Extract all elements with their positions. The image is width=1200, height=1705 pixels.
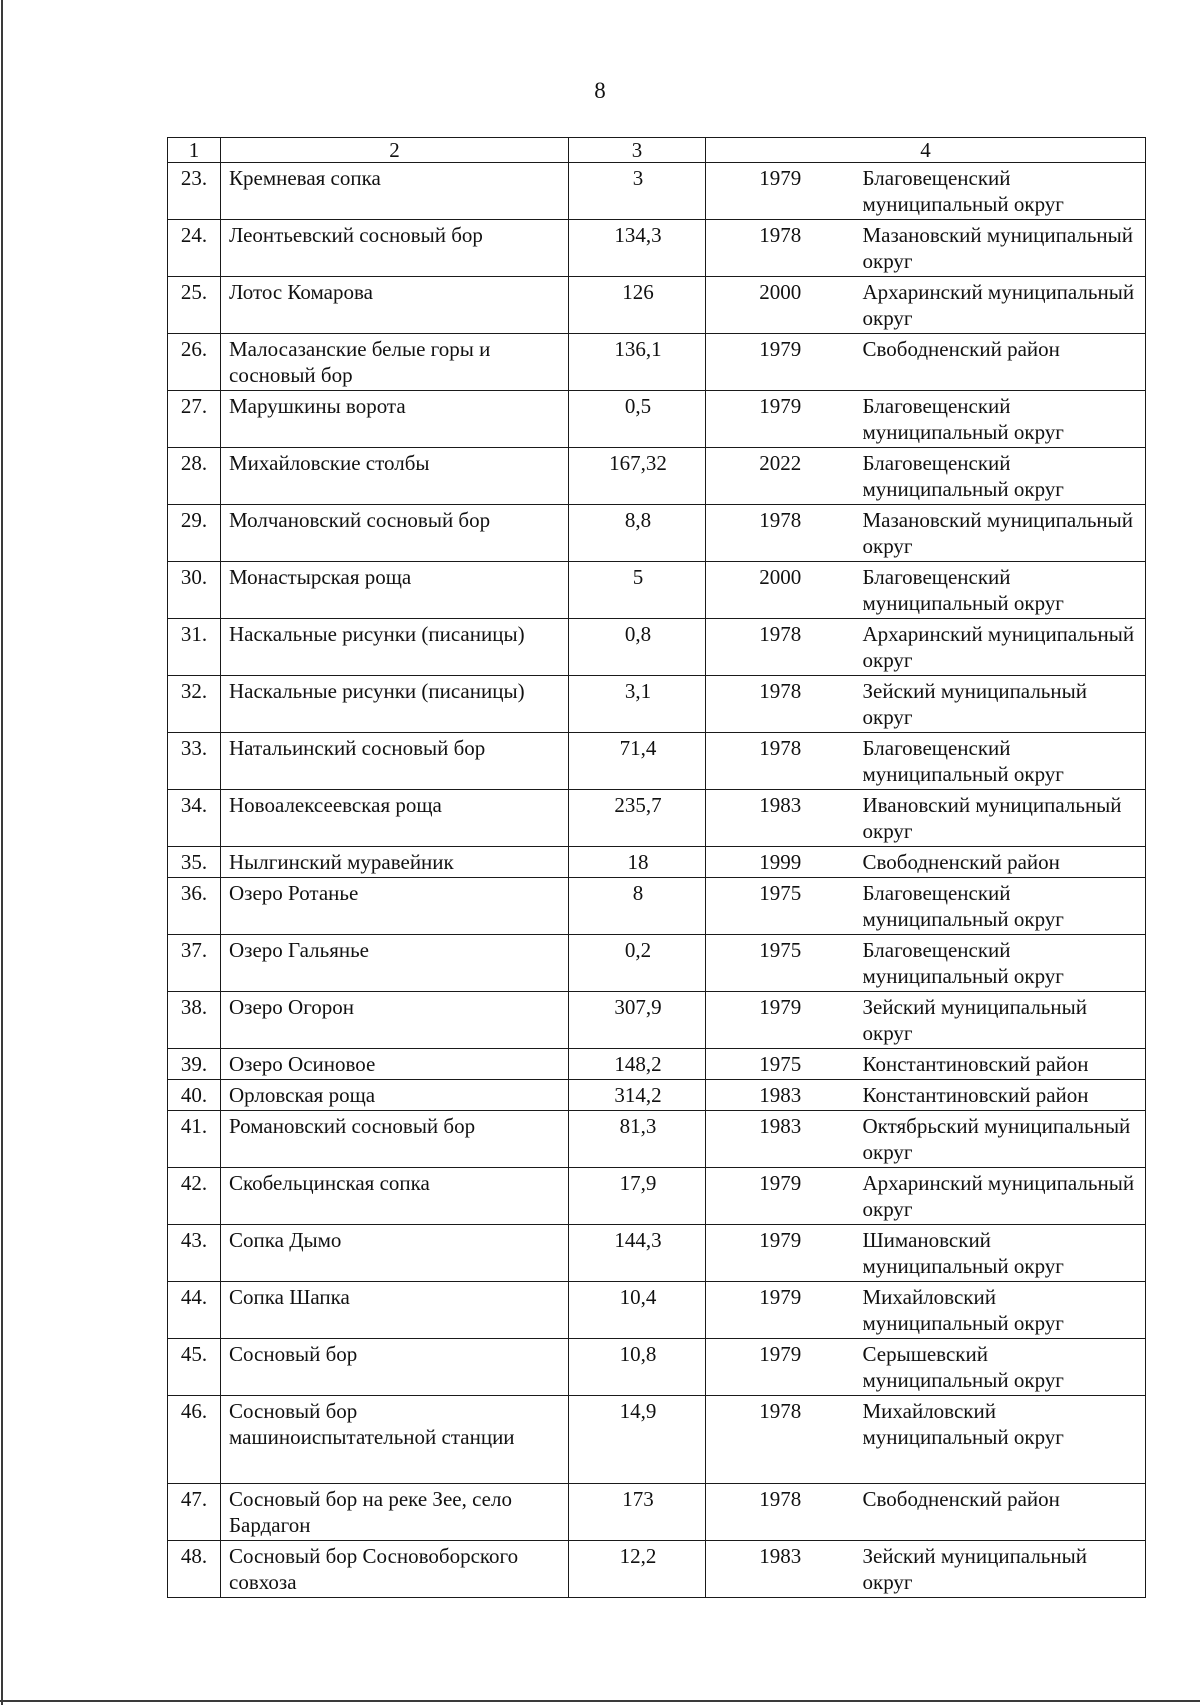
- reserve-area: 3,1: [569, 676, 706, 733]
- reserve-area: 314,2: [569, 1080, 706, 1111]
- table-row: [168, 935, 1146, 992]
- table-row: [168, 1080, 1146, 1111]
- page-number: 8: [594, 78, 606, 103]
- table-row: [168, 277, 1146, 334]
- reserve-area: 3: [569, 163, 706, 220]
- reserve-year: 1978: [706, 733, 853, 790]
- row-number: 24.: [168, 220, 221, 277]
- row-number: 36.: [168, 878, 221, 935]
- reserve-location: Свободненский район: [853, 334, 1146, 391]
- row-number: 31.: [168, 619, 221, 676]
- row-number: 33.: [168, 733, 221, 790]
- reserve-area: 12,2: [569, 1541, 706, 1598]
- reserve-name: Молчановский сосновый бор: [221, 505, 569, 562]
- reserve-year: 1979: [706, 992, 853, 1049]
- header-col-4: 4: [706, 138, 1146, 163]
- table-row: [168, 505, 1146, 562]
- table-row: [168, 992, 1146, 1049]
- table-row: [168, 1541, 1146, 1598]
- table-row: [168, 1049, 1146, 1080]
- reserve-area: 10,4: [569, 1282, 706, 1339]
- row-number: 43.: [168, 1225, 221, 1282]
- reserve-location: Серышевский муниципальный округ: [853, 1339, 1146, 1396]
- table-row: [168, 1111, 1146, 1168]
- scan-left-edge: [1, 0, 3, 1705]
- reserve-area: 144,3: [569, 1225, 706, 1282]
- reserve-location: Зейский муниципальный округ: [853, 992, 1146, 1049]
- reserve-name: Сосновый бор Сосновоборского совхоза: [221, 1541, 569, 1598]
- reserve-year: 1983: [706, 1111, 853, 1168]
- reserve-year: 1975: [706, 935, 853, 992]
- reserves-table-container: [167, 137, 1145, 1598]
- reserve-location: Михайловский муниципальный округ: [853, 1396, 1146, 1484]
- reserve-name: Натальинский сосновый бор: [221, 733, 569, 790]
- table-row: [168, 619, 1146, 676]
- reserve-location: Мазановский муниципальный округ: [853, 505, 1146, 562]
- reserve-location: Свободненский район: [853, 1484, 1146, 1541]
- reserve-area: 136,1: [569, 334, 706, 391]
- table-row: [168, 1282, 1146, 1339]
- row-number: 32.: [168, 676, 221, 733]
- reserve-name: Леонтьевский сосновый бор: [221, 220, 569, 277]
- table-row: [168, 847, 1146, 878]
- table-row: [168, 163, 1146, 220]
- header-col-3: 3: [569, 138, 706, 163]
- reserve-area: 14,9: [569, 1396, 706, 1484]
- reserve-year: 2022: [706, 448, 853, 505]
- reserve-area: 148,2: [569, 1049, 706, 1080]
- reserve-year: 1978: [706, 1484, 853, 1541]
- row-number: 39.: [168, 1049, 221, 1080]
- reserve-location: Благовещенский муниципальный округ: [853, 562, 1146, 619]
- header-col-1: 1: [168, 138, 221, 163]
- reserve-area: 17,9: [569, 1168, 706, 1225]
- reserve-name: Сосновый бор машиноиспытательной станции: [221, 1396, 569, 1484]
- scan-bottom-edge: [0, 1700, 1200, 1702]
- reserve-year: 1983: [706, 790, 853, 847]
- reserve-location: Архаринский муниципальный округ: [853, 619, 1146, 676]
- reserve-year: 1979: [706, 1282, 853, 1339]
- reserve-year: 1999: [706, 847, 853, 878]
- reserve-year: 1975: [706, 878, 853, 935]
- row-number: 26.: [168, 334, 221, 391]
- row-number: 42.: [168, 1168, 221, 1225]
- reserve-name: Сосновый бор на реке Зее, село Бардагон: [221, 1484, 569, 1541]
- reserve-year: 1983: [706, 1541, 853, 1598]
- row-number: 45.: [168, 1339, 221, 1396]
- row-number: 37.: [168, 935, 221, 992]
- reserve-location: Октябрьский муниципальный округ: [853, 1111, 1146, 1168]
- reserve-name: Сопка Дымо: [221, 1225, 569, 1282]
- reserve-location: Благовещенский муниципальный округ: [853, 391, 1146, 448]
- table-row: [168, 790, 1146, 847]
- row-number: 29.: [168, 505, 221, 562]
- reserve-year: 1978: [706, 619, 853, 676]
- row-number: 25.: [168, 277, 221, 334]
- reserve-location: Михайловский муниципальный округ: [853, 1282, 1146, 1339]
- table-row: [168, 448, 1146, 505]
- reserve-area: 5: [569, 562, 706, 619]
- table-row: [168, 391, 1146, 448]
- reserve-location: Архаринский муниципальный округ: [853, 1168, 1146, 1225]
- reserve-name: Кремневая сопка: [221, 163, 569, 220]
- reserve-location: Константиновский район: [853, 1080, 1146, 1111]
- reserve-location: Зейский муниципальный округ: [853, 676, 1146, 733]
- row-number: 44.: [168, 1282, 221, 1339]
- reserve-year: 1979: [706, 1168, 853, 1225]
- reserve-year: 1978: [706, 220, 853, 277]
- row-number: 34.: [168, 790, 221, 847]
- reserve-location: Мазановский муниципальный округ: [853, 220, 1146, 277]
- reserve-area: 134,3: [569, 220, 706, 277]
- reserve-area: 173: [569, 1484, 706, 1541]
- row-number: 28.: [168, 448, 221, 505]
- table-row: [168, 1396, 1146, 1484]
- reserve-area: 0,8: [569, 619, 706, 676]
- row-number: 35.: [168, 847, 221, 878]
- reserve-area: 81,3: [569, 1111, 706, 1168]
- row-number: 30.: [168, 562, 221, 619]
- reserve-name: Скобельцинская сопка: [221, 1168, 569, 1225]
- table-row: [168, 220, 1146, 277]
- reserve-name: Малосазанские белые горы и сосновый бор: [221, 334, 569, 391]
- reserve-name: Романовский сосновый бор: [221, 1111, 569, 1168]
- reserve-year: 1979: [706, 334, 853, 391]
- reserve-location: Благовещенский муниципальный округ: [853, 935, 1146, 992]
- reserve-area: 0,5: [569, 391, 706, 448]
- reserve-name: Орловская роща: [221, 1080, 569, 1111]
- reserve-name: Михайловские столбы: [221, 448, 569, 505]
- reserve-name: Наскальные рисунки (писаницы): [221, 619, 569, 676]
- reserve-name: Сопка Шапка: [221, 1282, 569, 1339]
- reserve-location: Благовещенский муниципальный округ: [853, 878, 1146, 935]
- reserve-year: 1978: [706, 1396, 853, 1484]
- reserve-location: Шимановский муниципальный округ: [853, 1225, 1146, 1282]
- reserve-name: Озеро Гальянье: [221, 935, 569, 992]
- reserve-name: Озеро Ротанье: [221, 878, 569, 935]
- reserve-location: Благовещенский муниципальный округ: [853, 448, 1146, 505]
- reserve-location: Константиновский район: [853, 1049, 1146, 1080]
- table-row: [168, 1339, 1146, 1396]
- reserve-year: 2000: [706, 562, 853, 619]
- reserve-year: 1979: [706, 1225, 853, 1282]
- reserve-location: Благовещенский муниципальный округ: [853, 163, 1146, 220]
- reserve-name: Сосновый бор: [221, 1339, 569, 1396]
- reserve-area: 10,8: [569, 1339, 706, 1396]
- reserve-year: 1979: [706, 1339, 853, 1396]
- reserve-area: 126: [569, 277, 706, 334]
- row-number: 23.: [168, 163, 221, 220]
- table-row: [168, 1225, 1146, 1282]
- table-row: [168, 676, 1146, 733]
- reserve-name: Озеро Осиновое: [221, 1049, 569, 1080]
- reserve-area: 71,4: [569, 733, 706, 790]
- reserve-year: 1978: [706, 676, 853, 733]
- table-row: [168, 733, 1146, 790]
- reserves-table: [167, 137, 1146, 1598]
- row-number: 47.: [168, 1484, 221, 1541]
- reserve-location: Зейский муниципальный округ: [853, 1541, 1146, 1598]
- reserve-location: Архаринский муниципальный округ: [853, 277, 1146, 334]
- reserve-year: 1983: [706, 1080, 853, 1111]
- reserve-location: Свободненский район: [853, 847, 1146, 878]
- table-body: [168, 163, 1146, 1598]
- reserve-location: Благовещенский муниципальный округ: [853, 733, 1146, 790]
- reserve-year: 1979: [706, 391, 853, 448]
- header-col-2: 2: [221, 138, 569, 163]
- reserve-name: Новоалексеевская роща: [221, 790, 569, 847]
- reserve-name: Нылгинский муравейник: [221, 847, 569, 878]
- reserve-name: Наскальные рисунки (писаницы): [221, 676, 569, 733]
- table-row: [168, 1484, 1146, 1541]
- reserve-area: 307,9: [569, 992, 706, 1049]
- table-row: [168, 562, 1146, 619]
- reserve-area: 235,7: [569, 790, 706, 847]
- row-number: 48.: [168, 1541, 221, 1598]
- reserve-area: 0,2: [569, 935, 706, 992]
- row-number: 27.: [168, 391, 221, 448]
- reserve-location: Ивановский муниципальный округ: [853, 790, 1146, 847]
- reserve-area: 8,8: [569, 505, 706, 562]
- reserve-area: 167,32: [569, 448, 706, 505]
- reserve-name: Марушкины ворота: [221, 391, 569, 448]
- table-header-row: [168, 138, 1146, 163]
- reserve-name: Озеро Огорон: [221, 992, 569, 1049]
- reserve-area: 18: [569, 847, 706, 878]
- reserve-year: 1979: [706, 163, 853, 220]
- reserve-year: 1978: [706, 505, 853, 562]
- row-number: 41.: [168, 1111, 221, 1168]
- row-number: 46.: [168, 1396, 221, 1484]
- reserve-area: 8: [569, 878, 706, 935]
- reserve-year: 1975: [706, 1049, 853, 1080]
- reserve-name: Лотос Комарова: [221, 277, 569, 334]
- table-row: [168, 334, 1146, 391]
- table-row: [168, 1168, 1146, 1225]
- reserve-name: Монастырская роща: [221, 562, 569, 619]
- table-row: [168, 878, 1146, 935]
- reserve-year: 2000: [706, 277, 853, 334]
- row-number: 40.: [168, 1080, 221, 1111]
- row-number: 38.: [168, 992, 221, 1049]
